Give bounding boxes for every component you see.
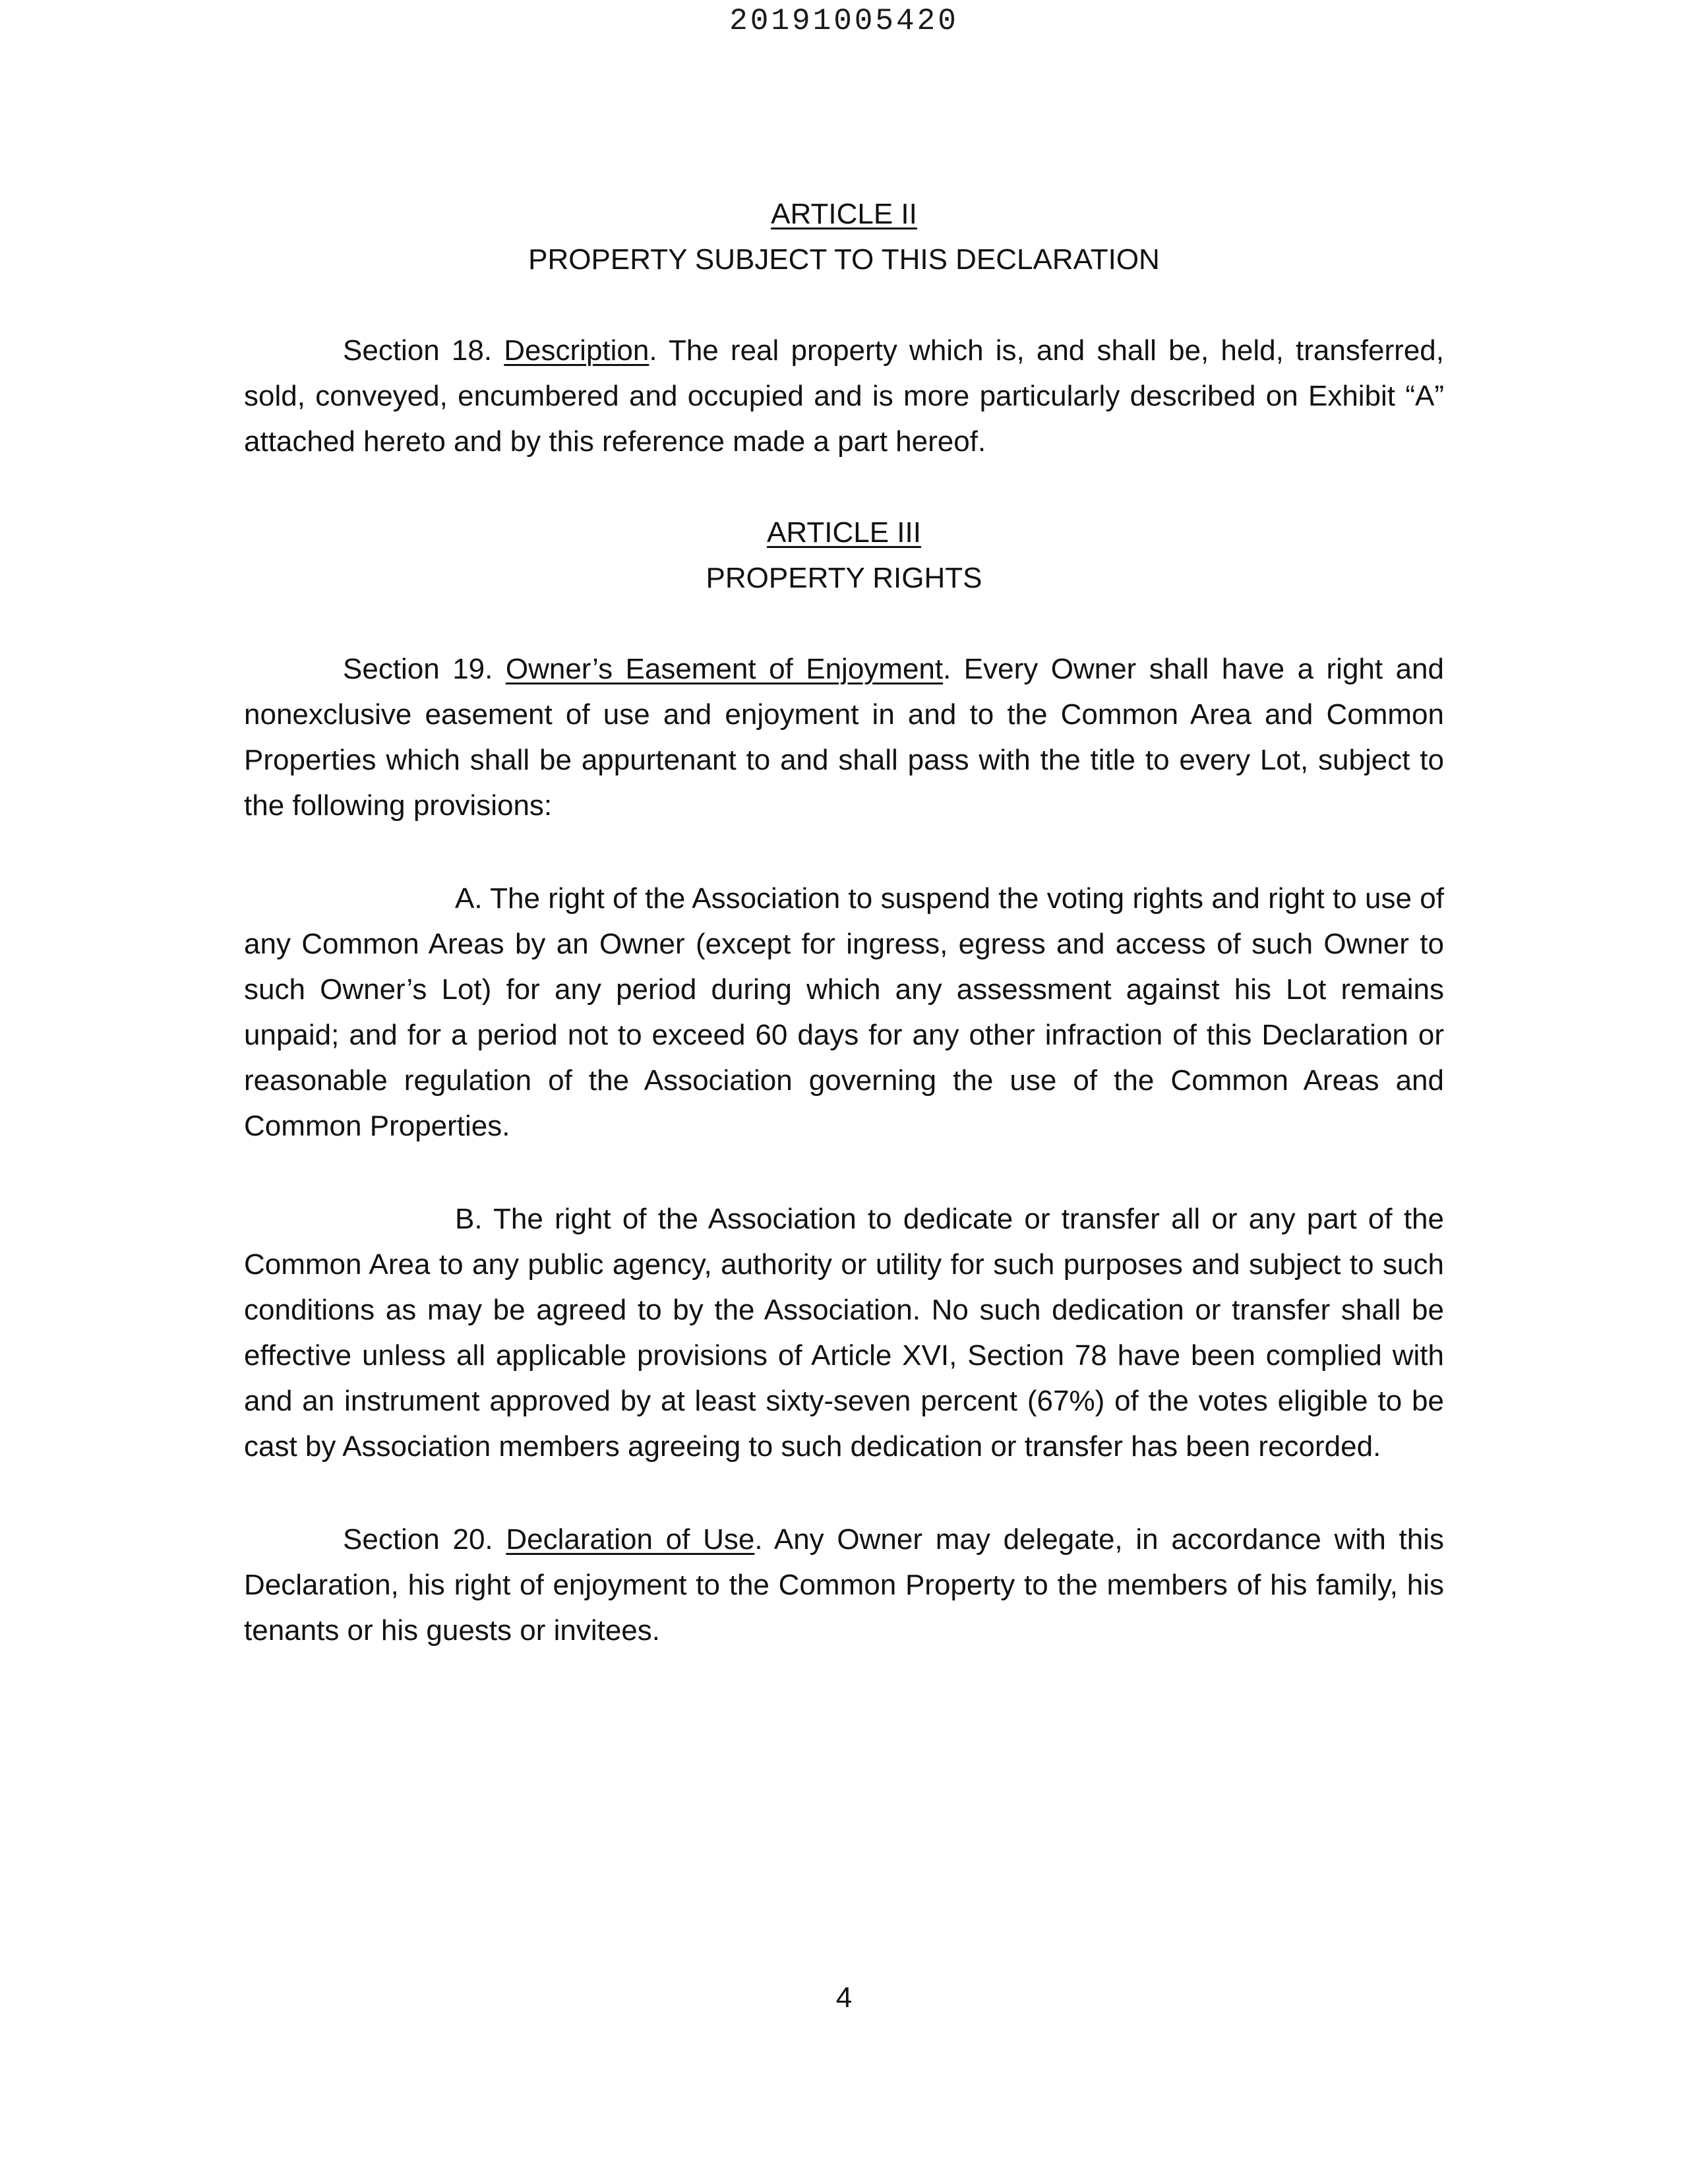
article-2-heading <box>244 191 1444 282</box>
document-number: 20191005420 <box>729 4 959 38</box>
section-18-heading: Description <box>504 334 649 367</box>
article-3-subtitle: PROPERTY RIGHTS <box>706 562 982 594</box>
page-number: 4 <box>835 1982 853 2014</box>
provision-b-paragraph: B. The right of the Association to dedicate or transfer all or any part of the Common Area to any public agency, authority or utility for such purposes and subject to such conditions as may be agreed to by the Association. No such dedication or transfer shall be effective unless all applicable provisions of Article XVI, Section 78 have been complied with and an instrument approved by at least sixty-seven percent (67%) of the votes eligible to be cast by Association members agreeing to such dedication or transfer has been recorded. <box>244 1203 1444 1463</box>
section-18-paragraph <box>244 328 1444 464</box>
page-content <box>244 191 1444 1653</box>
section-19-label: Section 19. <box>343 653 493 685</box>
article-2-subtitle: PROPERTY SUBJECT TO THIS DECLARATION <box>528 243 1160 276</box>
section-19-text: . Every Owner shall have a right and nonexclusive easement of use and enjoyment in and to the Common Area and Common Properties which shall be appurtenant to and shall pass with the title to every Lot, subject to the following provisions: <box>244 653 1444 822</box>
section-18-label: Section 18. <box>343 334 493 367</box>
section-19-heading: Owner’s Easement of Enjoyment <box>505 653 944 685</box>
section-20-heading: Declaration of Use <box>506 1523 755 1556</box>
section-20-label: Section 20. <box>343 1523 493 1556</box>
section-20-paragraph <box>244 1517 1444 1653</box>
article-3-heading <box>244 510 1444 601</box>
article-2-title: ARTICLE II <box>771 198 917 230</box>
section-19-paragraph <box>244 646 1444 828</box>
section-18-text: . The real property which is, and shall be, held, transferred, sold, conveyed, encumbered and occupied and is more particularly described on Exhibit “A” attached hereto and by this reference made a part hereof. <box>244 334 1444 458</box>
article-3-title: ARTICLE III <box>767 516 921 549</box>
section-20-text: . Any Owner may delegate, in accordance with this Declaration, his right of enjoyment to the Common Property to the members of his family, his tenants or his guests or invitees. <box>244 1523 1444 1647</box>
provision-a-paragraph: A. The right of the Association to suspend the voting rights and right to use of any Common Areas by an Owner (except for ingress, egress and access of such Owner to such Owner’s Lot) for any period during which any assessment against his Lot remains unpaid; and for a period not to exceed 60 days for any other infraction of this Declaration or reasonable regulation of the Association governing the use of the Common Areas and Common Properties. <box>244 882 1444 1142</box>
